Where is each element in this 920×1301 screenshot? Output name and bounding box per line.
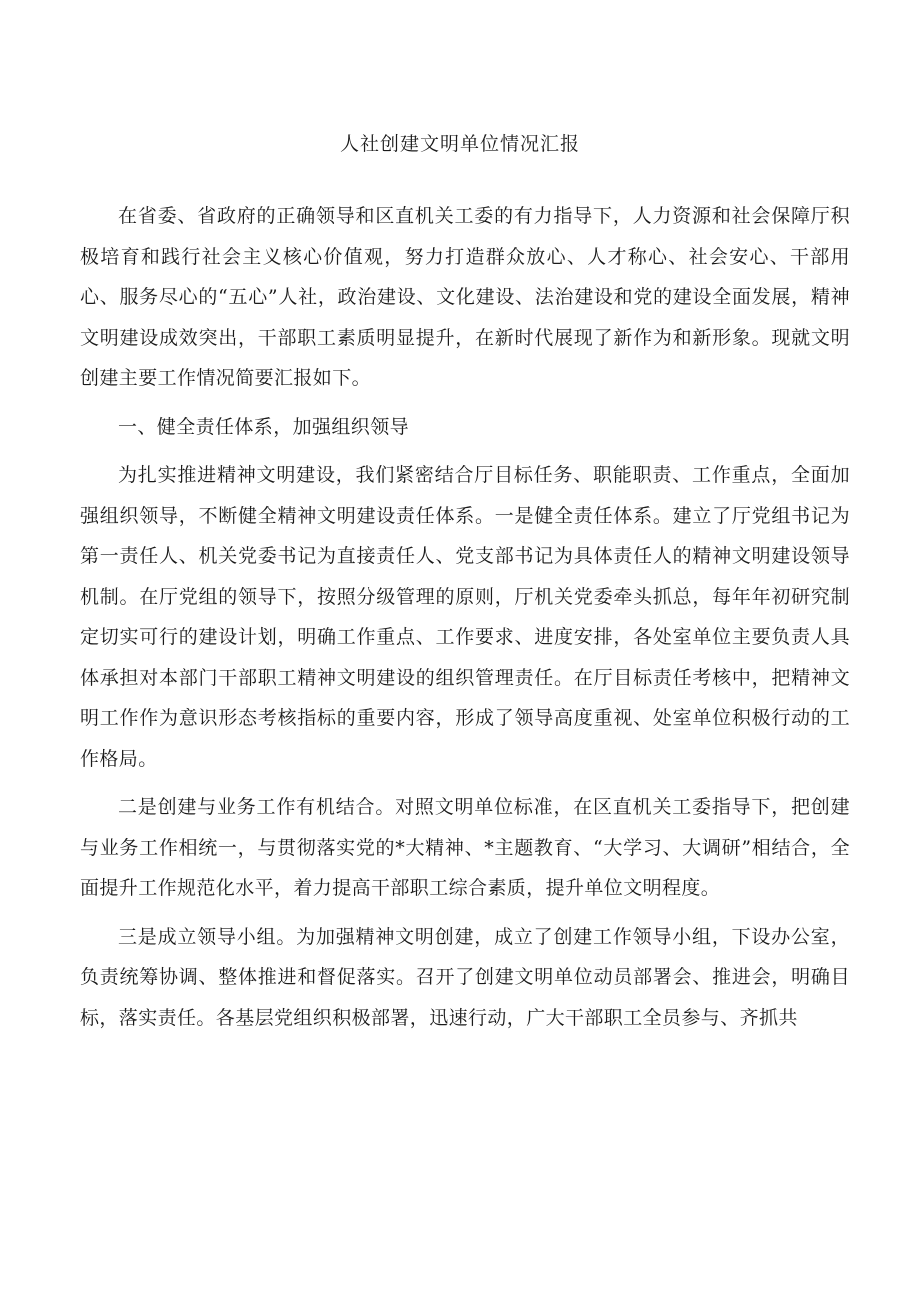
- paragraph-responsibility: 为扎实推进精神文明建设，我们紧密结合厅目标任务、职能职责、工作重点，全面加强组织领导，不断健全精神文明建设责任体系。一是健全责任体系。建立了厅党组书记为第一责任人、机关党委书记为直接责任人、党支部书记为具体责任人的精神文明建设领导机制。在厅党组的领导下，按照分级管理的原则，厅机关党委牵头抓总，每年年初研究制定切实可行的建设计划，明确工作重点、工作要求、进度安排，各处室单位主要负责人具体承担对本部门干部职工精神文明建设的组织管理责任。在厅目标责任考核中，把精神文明工作作为意识形态考核指标的重要内容，形成了领导高度重视、处室单位积极行动的工作格局。: [80, 464, 850, 770]
- document-title: 人社创建文明单位情况汇报: [339, 133, 580, 155]
- paragraph-leading-group: 三是成立领导小组。为加强精神文明创建，成立了创建工作领导小组，下设办公室，负责统筹协调、整体推进和督促落实。召开了创建文明单位动员部署会、推进会，明确目标，落实责任。各基层党组织积极部署，迅速行动，广大干部职工全员参与、齐抓共: [80, 925, 850, 1029]
- paragraph-integration: 二是创建与业务工作有机结合。对照文明单位标准，在区直机关工委指导下，把创建与业务工作相统一，与贯彻落实党的*大精神、*主题教育、“大学习、大调研”相结合，全面提升工作规范化水平，着力提高干部职工综合素质，提升单位文明程度。: [80, 796, 850, 899]
- paragraph-intro: 在省委、省政府的正确领导和区直机关工委的有力指导下，人力资源和社会保障厅积极培育和践行社会主义核心价值观，努力打造群众放心、人才称心、社会安心、干部用心、服务尽心的“五心”人社，政治建设、文化建设、法治建设和党的建设全面发展，精神文明建设成效突出，干部职工素质明显提升，在新时代展现了新作为和新形象。现就文明创建主要工作情况简要汇报如下。: [80, 205, 850, 389]
- document-body: [80, 196, 850, 1038]
- section-heading-1: 一、健全责任体系，加强组织领导: [118, 415, 410, 438]
